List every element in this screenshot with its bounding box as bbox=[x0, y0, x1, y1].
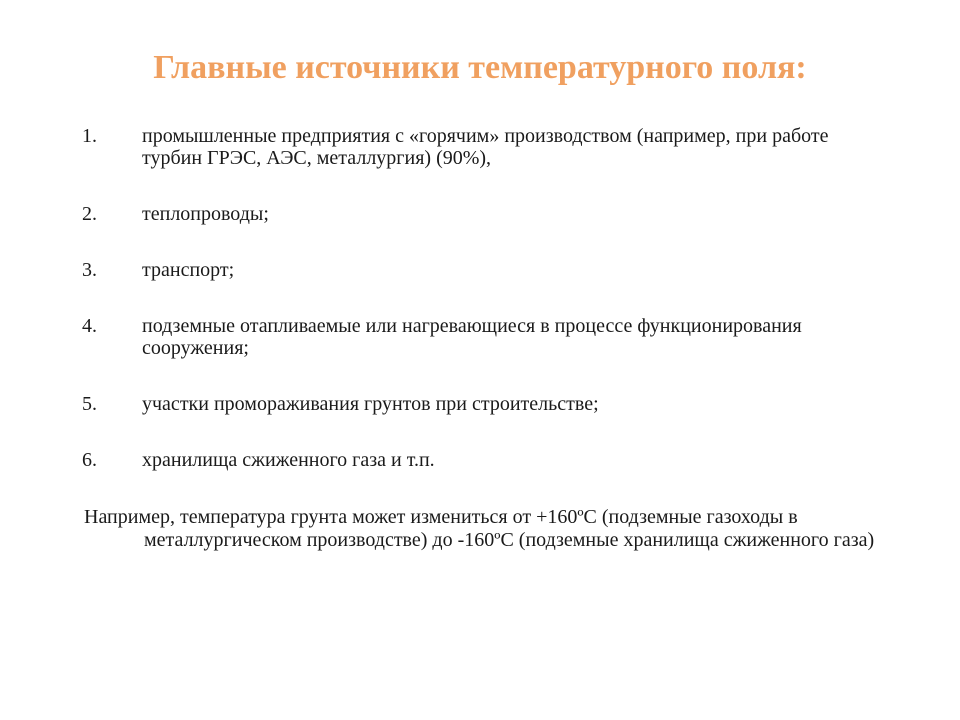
list-item bbox=[82, 259, 882, 281]
list-item-text: промышленные предприятия с «горячим» производством (например, при работе турбин ГРЭС, АЭС, металлургия) (90%), bbox=[142, 125, 829, 169]
list-item-text: подземные отапливаемые или нагревающиеся в процессе функционирования сооружения; bbox=[142, 315, 802, 359]
list-item bbox=[82, 449, 882, 471]
list-item-number: 6. bbox=[82, 449, 97, 471]
list-item-number: 5. bbox=[82, 393, 97, 415]
temperature-note: Например, температура грунта может измениться от +160ºС (подземные газоходы в металлургическом производстве) до -160ºС (подземные хранилища сжиженного газа) bbox=[84, 506, 875, 551]
list-item-text: теплопроводы; bbox=[142, 203, 269, 225]
list-item-text: хранилища сжиженного газа и т.п. bbox=[142, 449, 435, 471]
list-item bbox=[82, 393, 882, 415]
list-item-text: участки промораживания грунтов при строительстве; bbox=[142, 393, 599, 415]
sources-list bbox=[82, 125, 882, 505]
slide-title: Главные источники температурного поля: bbox=[153, 49, 807, 86]
list-item-number: 1. bbox=[82, 125, 97, 147]
list-item-number: 4. bbox=[82, 315, 97, 337]
list-item bbox=[82, 125, 882, 169]
list-item-text: транспорт; bbox=[142, 259, 235, 281]
list-item bbox=[82, 315, 882, 359]
list-item bbox=[82, 203, 882, 225]
list-item-number: 2. bbox=[82, 203, 97, 225]
list-item-number: 3. bbox=[82, 259, 97, 281]
